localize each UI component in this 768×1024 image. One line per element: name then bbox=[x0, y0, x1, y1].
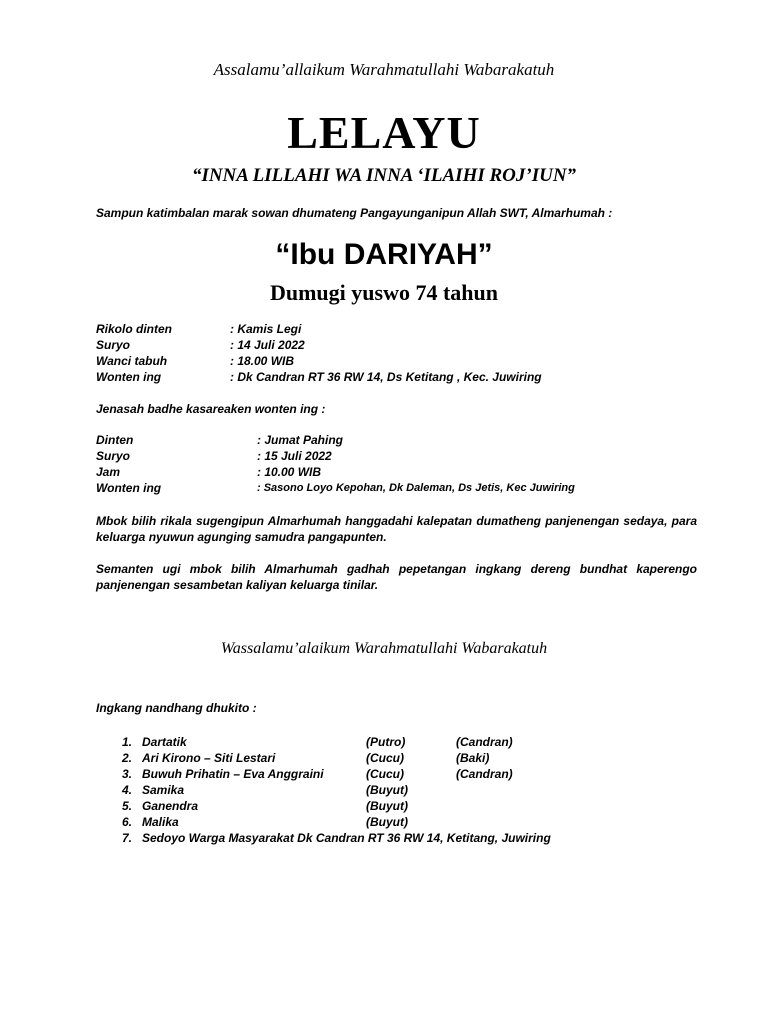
info-label: Suryo bbox=[96, 449, 131, 463]
list-number: 6. bbox=[121, 815, 132, 829]
mourner-name: Ganendra bbox=[142, 799, 199, 813]
info-value: : 15 Juli 2022 bbox=[257, 449, 332, 463]
info-value: : Sasono Loyo Kepohan, Dk Daleman, Ds Jetis, Kec Juwiring bbox=[257, 482, 575, 494]
deceased-name: “Ibu DARIYAH” bbox=[275, 238, 493, 271]
mourner-name: Buwuh Prihatin – Eva Anggraini bbox=[142, 767, 324, 781]
mourner-relation: (Putro) bbox=[366, 735, 406, 749]
info-value: : 18.00 WIB bbox=[230, 354, 295, 368]
list-number: 3. bbox=[121, 767, 132, 781]
mourner-place: (Candran) bbox=[456, 735, 513, 749]
list-number: 1. bbox=[121, 735, 132, 749]
info-label: Dinten bbox=[96, 433, 134, 447]
mourner-relation: (Buyut) bbox=[366, 799, 408, 813]
info-label: Wonten ing bbox=[96, 481, 162, 495]
mourner-relation: (Buyut) bbox=[366, 815, 408, 829]
list-number: 4. bbox=[121, 783, 132, 797]
apology-paragraph: Mbok bilih rikala sugengipun Almarhumah hanggadahi kalepatan dumatheng panjenengan sedaya, para keluarga nyuwun agunging samudra pangapunten. bbox=[96, 514, 697, 544]
mourner-place: (Baki) bbox=[456, 751, 490, 765]
list-number: 7. bbox=[121, 831, 132, 845]
list-item bbox=[96, 766, 716, 782]
burial-intro: Jenasah badhe kasareaken wonten ing : bbox=[96, 402, 326, 416]
list-number: 5. bbox=[121, 799, 132, 813]
list-item bbox=[96, 814, 716, 830]
info-label: Suryo bbox=[96, 338, 131, 352]
list-item bbox=[96, 798, 716, 814]
page-title: LELAYU bbox=[287, 107, 481, 158]
mourner-name: Ari Kirono – Siti Lestari bbox=[142, 751, 276, 765]
opening-greeting: Assalamu’allaikum Warahmatullahi Wabarakatuh bbox=[213, 60, 555, 79]
verse-line: “INNA LILLAHI WA INNA ‘ILAIHI ROJ’IUN” bbox=[191, 165, 577, 186]
info-label: Wonten ing bbox=[96, 370, 162, 384]
info-value: : Kamis Legi bbox=[230, 322, 302, 336]
info-value: : Dk Candran RT 36 RW 14, Ds Ketitang , Kec. Juwiring bbox=[230, 370, 542, 384]
mourner-relation: (Cucu) bbox=[366, 767, 404, 781]
mourner-name: Dartatik bbox=[142, 735, 187, 749]
info-value: : 14 Juli 2022 bbox=[230, 338, 305, 352]
list-item bbox=[96, 750, 716, 766]
mourner-name: Samika bbox=[142, 783, 185, 797]
intro-line: Sampun katimbalan marak sowan dhumateng Pangayunganipun Allah SWT, Almarhumah : bbox=[96, 206, 613, 220]
info-value: : 10.00 WIB bbox=[257, 465, 322, 479]
list-number: 2. bbox=[121, 751, 132, 765]
mourner-place: (Candran) bbox=[456, 767, 513, 781]
mourner-relation: (Buyut) bbox=[366, 783, 408, 797]
list-item bbox=[96, 734, 716, 750]
mourners-heading: Ingkang nandhang dhukito : bbox=[96, 701, 257, 715]
list-item bbox=[96, 830, 716, 846]
debt-paragraph: Semanten ugi mbok bilih Almarhumah gadhah pepetangan ingkang dereng bundhat kaperengo panjenengan sesambetan kaliyan keluarga tinilar. bbox=[96, 562, 697, 592]
mourner-name: Malika bbox=[142, 815, 179, 829]
list-item bbox=[96, 782, 716, 798]
info-label: Wanci tabuh bbox=[96, 354, 168, 368]
mourner-name: Sedoyo Warga Masyarakat Dk Candran RT 36 RW 14, Ketitang, Juwiring bbox=[142, 831, 551, 845]
info-value: : Jumat Pahing bbox=[257, 433, 344, 447]
mourner-relation: (Cucu) bbox=[366, 751, 404, 765]
age-line: Dumugi yuswo 74 tahun bbox=[269, 280, 498, 305]
closing-greeting: Wassalamu’alaikum Warahmatullahi Wabarakatuh bbox=[220, 640, 548, 657]
info-label: Jam bbox=[96, 465, 121, 479]
info-label: Rikolo dinten bbox=[96, 322, 172, 336]
